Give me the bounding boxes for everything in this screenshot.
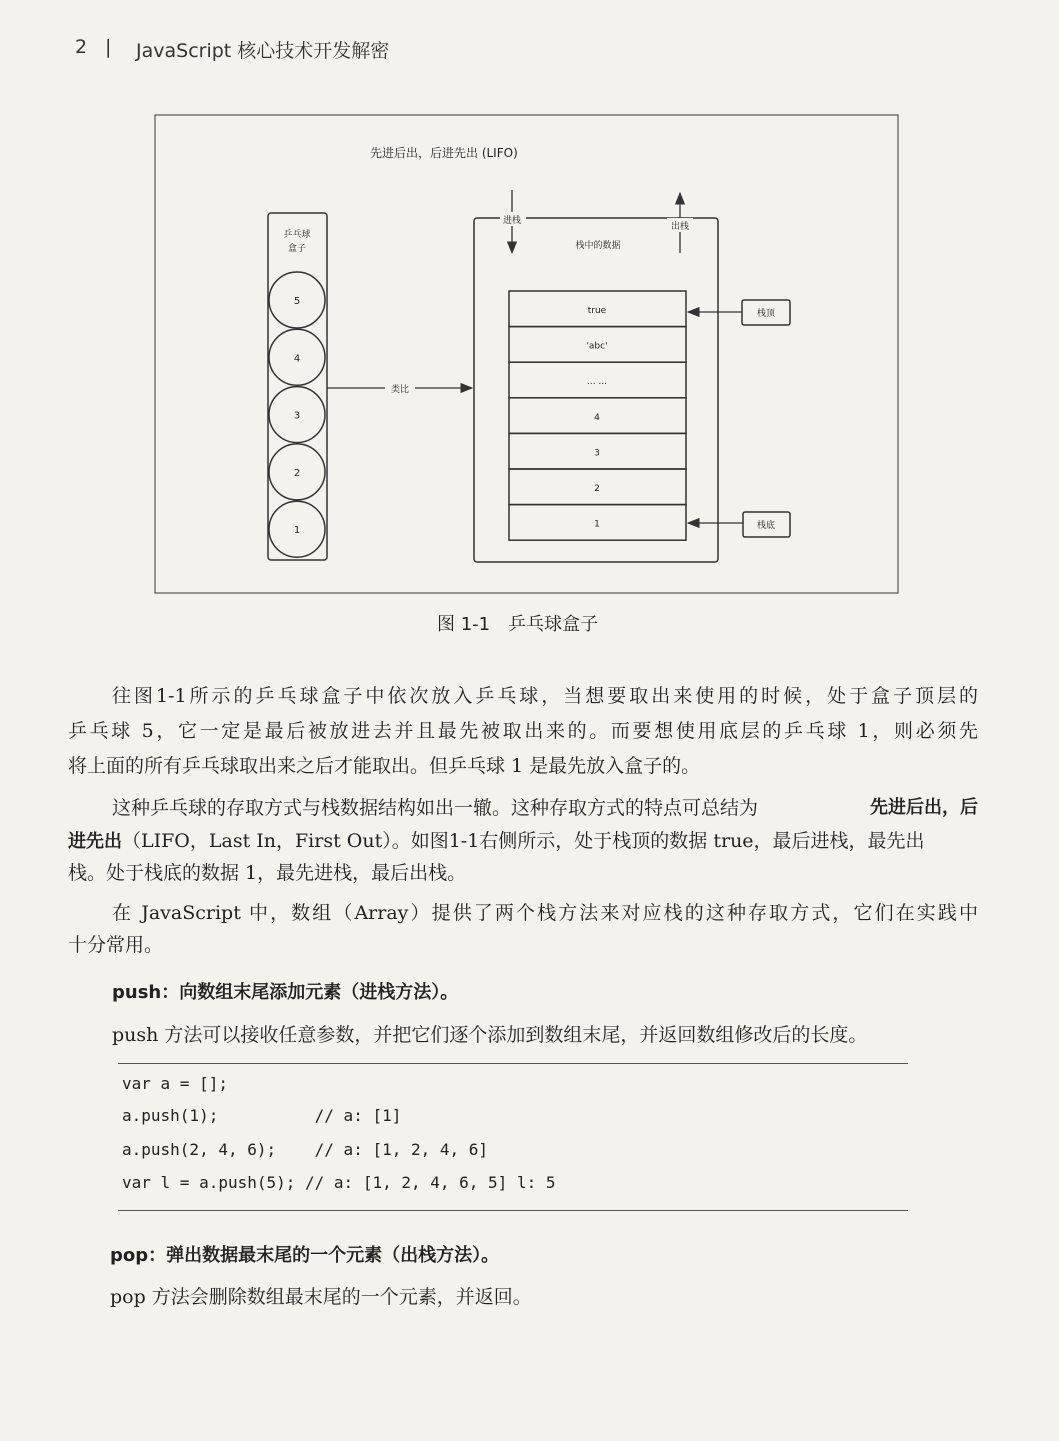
paragraph-line: [68, 829, 978, 854]
paragraph-line: 将上面的所有乒乓球取出来之后才能取出。但乒乓球 1 是最先放入盒子的。: [68, 755, 701, 777]
figure-caption: 图 1-1 乒乓球盒子: [437, 614, 599, 635]
push-label: 进栈: [502, 216, 522, 226]
code-rule-top: [118, 1063, 908, 1064]
stack-cell-value: 'abc': [586, 341, 608, 352]
pop-description: pop 方法会删除数组最末尾的一个元素，并返回。: [110, 1286, 532, 1308]
ball-number: 2: [293, 467, 301, 479]
paragraph-line: 往图1-1所示的乒乓球盒子中依次放入乒乓球，当想要取出来使用的时候，处于盒子顶层的: [112, 685, 978, 707]
pop-label: 出栈: [670, 222, 690, 232]
text: 这种乒乓球的存取方式与栈数据结构如出一辙。这种存取方式的特点可总结为: [112, 797, 759, 819]
code-line: a.push(2, 4, 6); // a: [1, 2, 4, 6]: [122, 1140, 489, 1159]
stack-bottom-label: 栈底: [756, 521, 776, 531]
push-description: push 方法可以接收任意参数，并把它们逐个添加到数组末尾，并返回数组修改后的长度。: [112, 1024, 868, 1046]
running-head-title: JavaScript 核心技术开发解密: [136, 40, 390, 62]
box-label: 盒子: [287, 244, 307, 254]
ball-number: 3: [293, 410, 301, 422]
stack-cell-value: ... ...: [586, 377, 608, 388]
paragraph-line: 在 JavaScript 中，数组（Array）提供了两个栈方法来对应栈的这种存取方式，它们在实践中: [112, 902, 978, 924]
emphasis: 先进后出，后: [870, 797, 978, 818]
stack-cell-value: true: [587, 306, 607, 316]
ball-number: 1: [293, 525, 301, 537]
code-line: var a = [];: [122, 1074, 228, 1093]
emphasis: 进先出: [68, 831, 122, 852]
stack-top-label: 栈顶: [756, 309, 776, 319]
push-heading: push：向数组末尾添加元素（进栈方法）。: [112, 982, 459, 1003]
pop-heading: pop：弹出数据最末尾的一个元素（出栈方法）。: [110, 1245, 500, 1266]
ball-number: 4: [293, 353, 301, 365]
code-line: a.push(1); // a: [1]: [122, 1106, 402, 1125]
code-line: var l = a.push(5); // a: [1, 2, 4, 6, 5] l: 5: [122, 1173, 556, 1192]
text: （LIFO，Last In，First Out）。如图1-1右侧所示，处于栈顶的数据 true，最后进栈，最先出: [122, 830, 925, 852]
stack-title: 栈中的数据: [575, 241, 621, 251]
paragraph-line: [112, 796, 978, 820]
stack-cell-value: 2: [594, 484, 600, 494]
code-rule-bottom: [118, 1210, 908, 1211]
figure-frame: [155, 115, 898, 593]
paragraph-line: 十分常用。: [68, 934, 164, 956]
stack-cell-value: 3: [594, 448, 600, 459]
ball-number: 5: [293, 296, 301, 307]
stack-cell-value: 1: [594, 519, 600, 530]
stack-cell-value: 4: [594, 412, 600, 423]
page-number: 2: [75, 36, 88, 58]
box-label: 乒乓球: [283, 230, 311, 240]
header-separator: |: [105, 36, 112, 58]
paragraph-line: 乒乓球 5，它一定是最后被放进去并且最先被取出来的。而要想使用底层的乒乓球 1，则必须先: [68, 720, 978, 742]
stack-container: [474, 218, 718, 562]
analogy-label: 类比: [390, 385, 410, 395]
paragraph-line: 栈。处于栈底的数据 1，最先进栈，最后出栈。: [68, 862, 467, 884]
figure-title: 先进后出，后进先出 (LIFO): [370, 146, 518, 160]
stack-diagram: [0, 0, 1059, 600]
